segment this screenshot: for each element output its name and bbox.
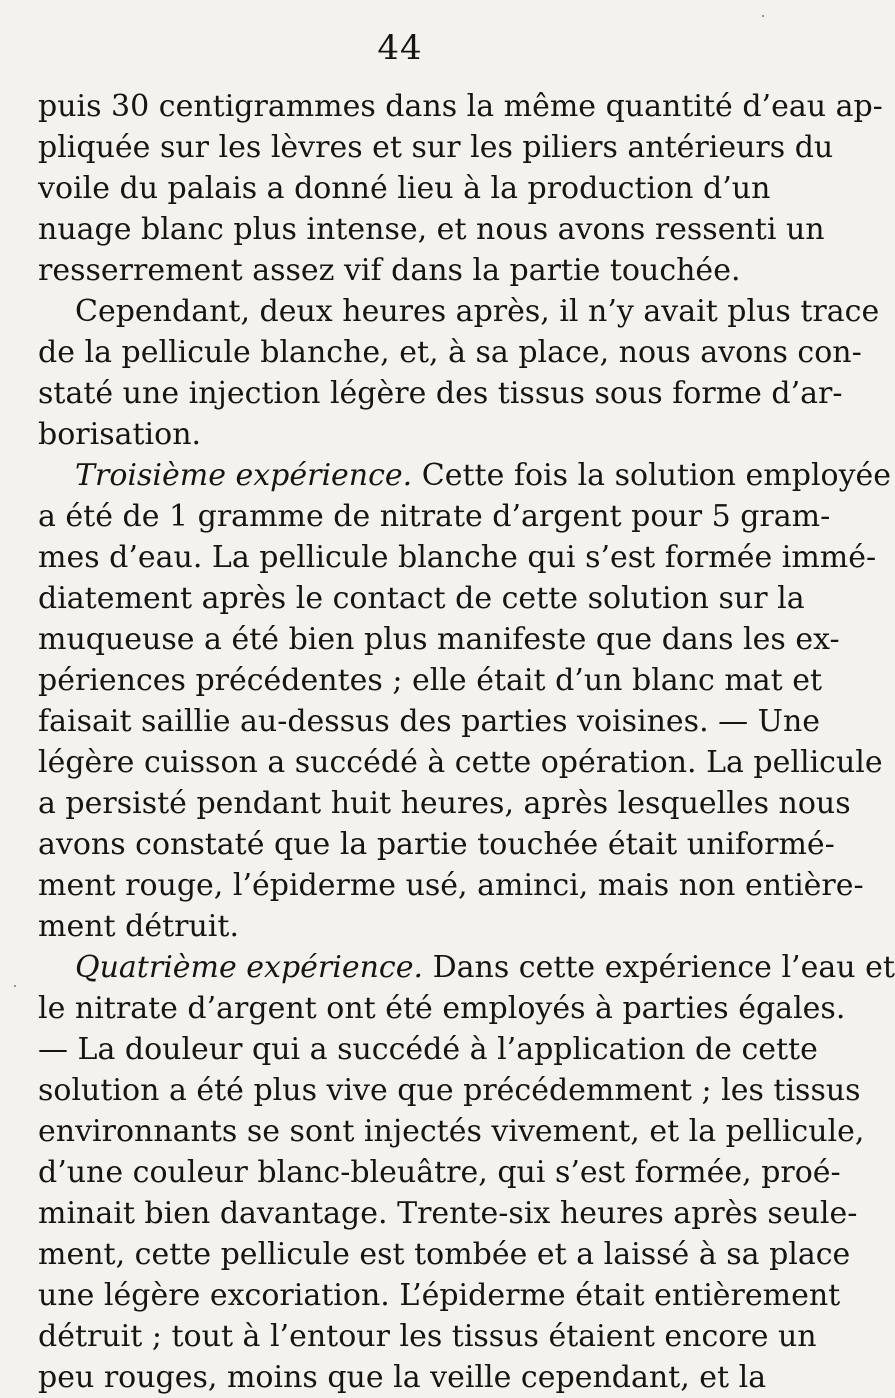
experiment-heading: Troisième expérience.: [75, 458, 413, 493]
text-line: voile du palais a donné lieu à la production d’un: [38, 171, 771, 206]
experiment-heading: Quatrième expérience.: [75, 950, 424, 985]
text-line: staté une injection légère des tissus sous forme d’ar-: [38, 376, 843, 411]
text-line: ment, cette pellicule est tombée et a laissé à sa place: [38, 1237, 851, 1272]
text-line: a persisté pendant huit heures, après lesquelles nous: [38, 786, 851, 821]
text-line: puis 30 centigrammes dans la même quantité d’eau ap-: [38, 89, 883, 124]
text-line: — La douleur qui a succédé à l’application de cette: [38, 1032, 818, 1067]
text-line: nuage blanc plus intense, et nous avons ressenti un: [38, 212, 825, 247]
paper-speck: [762, 15, 764, 17]
text-line: avons constaté que la partie touchée était uniformé-: [38, 827, 835, 862]
paper-speck: [14, 985, 16, 987]
experiment-heading-line: [38, 455, 892, 496]
text-line: environnants se sont injectés vivement, et la pellicule,: [38, 1114, 865, 1149]
experiment-heading-continuation: Cette fois la solution employée: [421, 458, 892, 493]
text-line: d’une couleur blanc-bleuâtre, qui s’est formée, proé-: [38, 1155, 841, 1190]
text-line: périences précédentes ; elle était d’un blanc mat et: [38, 663, 823, 698]
body-text: [38, 86, 895, 1398]
page-number: 44: [377, 28, 423, 68]
experiment-heading-continuation: Dans cette expérience l’eau et: [432, 950, 895, 985]
text-line: solution a été plus vive que précédemment ; les tissus: [38, 1073, 861, 1108]
text-line: ment rouge, l’épiderme usé, aminci, mais non entière-: [38, 868, 864, 903]
text-line: mes d’eau. La pellicule blanche qui s’est formée immé-: [38, 540, 877, 575]
text-line: borisation.: [38, 417, 202, 452]
text-line: a été de 1 gramme de nitrate d’argent pour 5 gram-: [38, 499, 831, 534]
text-line: ment détruit.: [38, 909, 239, 944]
text-line: le nitrate d’argent ont été employés à parties égales.: [38, 991, 846, 1026]
text-line: une légère excoriation. L’épiderme était entièrement: [38, 1278, 841, 1313]
text-line: légère cuisson a succédé à cette opération. La pellicule: [38, 745, 883, 780]
text-line: de la pellicule blanche, et, à sa place, nous avons con-: [38, 335, 862, 370]
text-line: resserrement assez vif dans la partie touchée.: [38, 253, 741, 288]
text-line: muqueuse a été bien plus manifeste que dans les ex-: [38, 622, 840, 657]
text-line: faisait saillie au-dessus des parties voisines. — Une: [38, 704, 821, 739]
text-line: diatement après le contact de cette solution sur la: [38, 581, 805, 616]
text-line: pliquée sur les lèvres et sur les piliers antérieurs du: [38, 130, 834, 165]
text-line: détruit ; tout à l’entour les tissus étaient encore un: [38, 1319, 817, 1354]
text-line: peu rouges, moins que la veille cependant, et la: [38, 1360, 767, 1395]
experiment-heading-line: [38, 947, 895, 988]
text-line: minait bien davantage. Trente-six heures après seule-: [38, 1196, 858, 1231]
paragraph-start-line: Cependant, deux heures après, il n’y avait plus trace: [75, 294, 880, 329]
